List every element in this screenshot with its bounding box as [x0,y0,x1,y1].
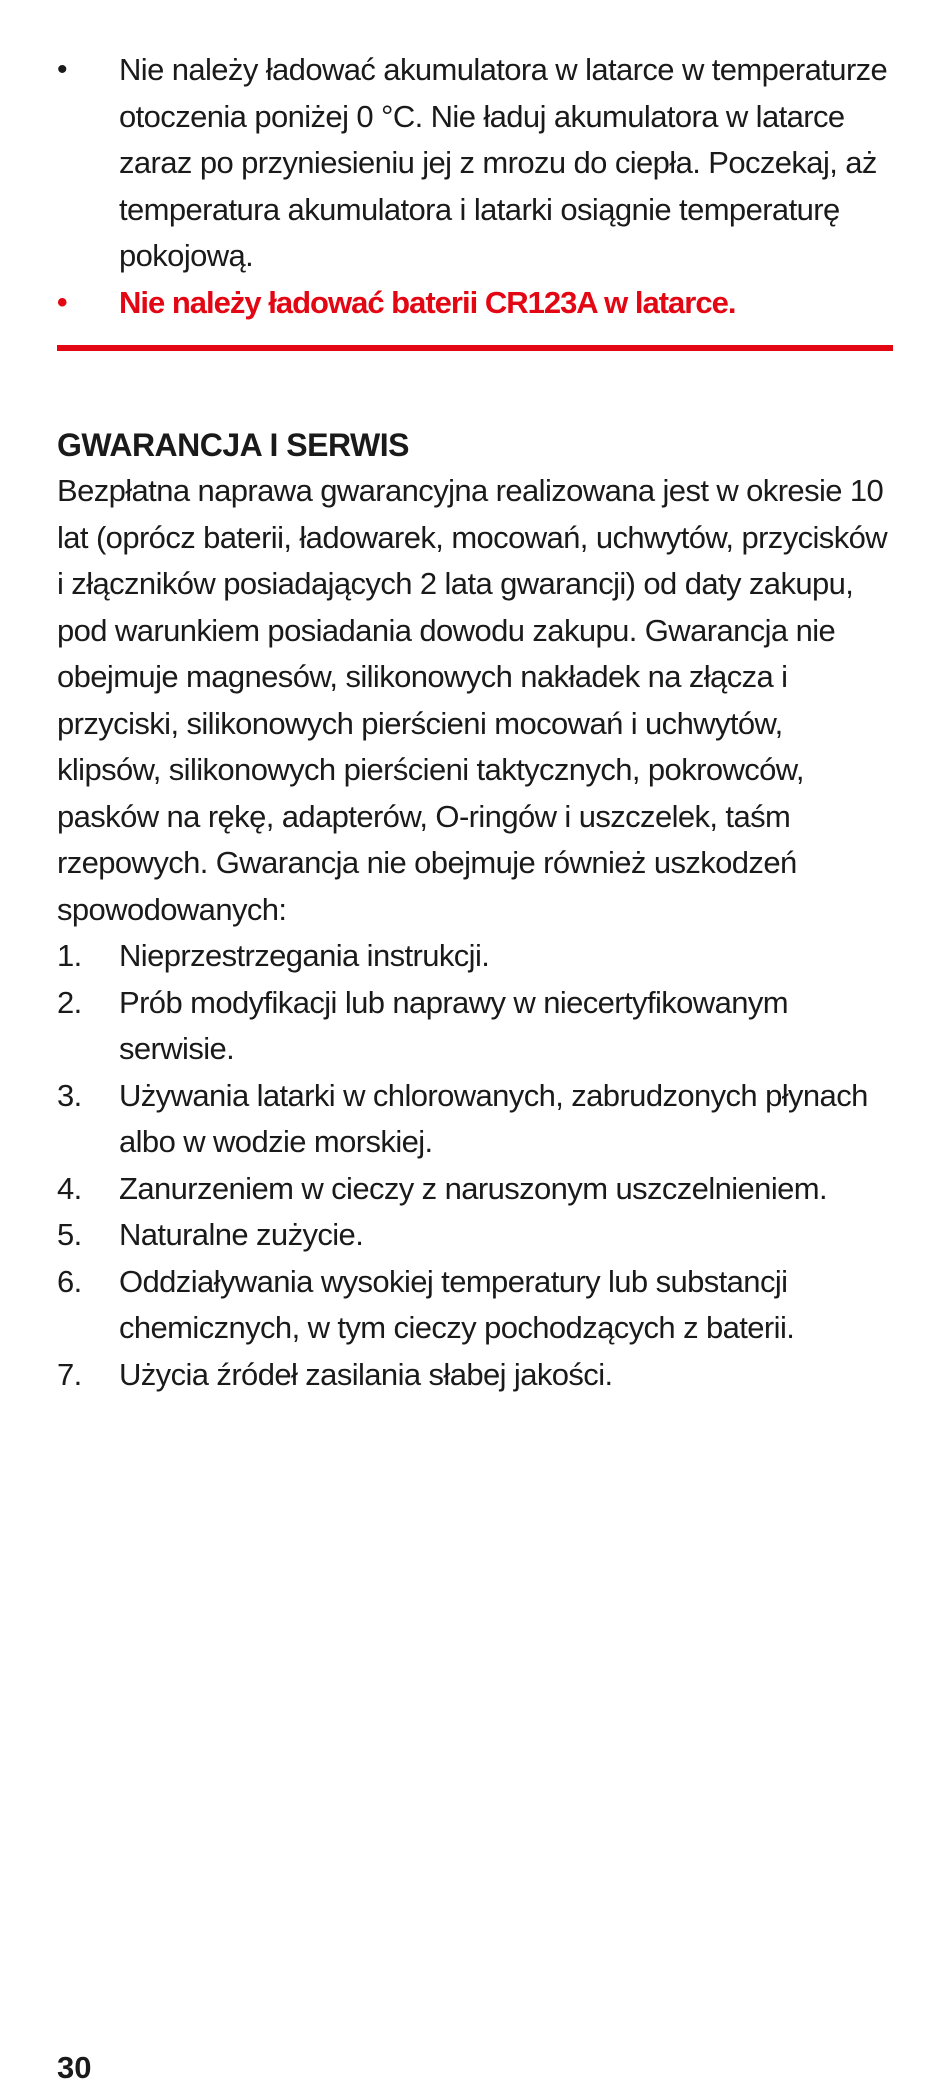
item-text: Używania latarki w chlorowanych, zabrudzonych płynach albo w wodzie morskiej. [119,1077,868,1159]
item-text: Zanurzeniem w cieczy z naruszonym uszczelnieniem. [119,1170,827,1206]
list-item [57,980,893,1073]
list-item [57,1166,893,1213]
item-number: 7. [57,1356,82,1392]
list-item [57,1259,893,1352]
charging-note-text: Nie należy ładować akumulatora w latarce w temperaturze otoczenia poniżej 0 °C. Nie ładuj akumulatora w latarce zaraz po przyniesieniu jej z mrozu do ciepła. Poczekaj, aż temperatura akumulatora i latarki osiągnie temperaturę pokojową. [119,52,888,273]
bullet-marker: • [57,53,67,86]
item-text: Nieprzestrzegania instrukcji. [119,938,490,973]
item-number: 2. [57,984,82,1020]
list-item [57,1352,893,1399]
warranty-intro: Bezpłatna naprawa gwarancyjna realizowana jest w okresie 10 lat (oprócz baterii, ładowarek, mocowań, uchwytów, przycisków i złączników posiadających 2 lata gwarancji) od daty zakupu, pod warunkiem posiadania dowodu zakupu. Gwarancja nie obejmuje magnesów, silikonowych nakładek na złącza i przyciski, silikonowych pierścieni mocowań i uchwytów, klipsów, silikonowych pierścieni taktycznych, pokrowców, pasków na rękę, adapterów, O-ringów i uszczelek, taśm rzepowych. Gwarancja nie obejmuje również uszkodzeń spowodowanych: [57,473,888,927]
charging-notes-list [57,47,893,326]
item-number: 4. [57,1170,82,1206]
list-item [57,1073,893,1166]
list-item-warning [57,280,893,327]
bullet-marker: • [57,285,67,319]
item-number: 6. [57,1263,82,1299]
warning-text: Nie należy ładować baterii CR123A w latarce. [119,284,736,320]
list-item [57,47,893,280]
list-item [57,933,893,980]
list-item [57,1212,893,1259]
item-text: Oddziaływania wysokiej temperatury lub substancji chemicznych, w tym cieczy pochodzących z baterii. [119,1263,795,1345]
warranty-exclusions-list [57,933,893,1398]
item-text: Naturalne zużycie. [119,1217,364,1252]
item-text: Prób modyfikacji lub naprawy w niecertyfikowanym serwisie. [119,984,788,1066]
section-heading: GWARANCJA I SERWIS [57,427,409,463]
item-number: 1. [57,938,82,973]
item-number: 5. [57,1217,82,1252]
item-number: 3. [57,1077,82,1113]
section-divider [57,345,893,351]
manual-page [57,0,893,1398]
page-number: 30 [57,2050,92,2085]
item-text: Użycia źródeł zasilania słabej jakości. [119,1356,613,1392]
